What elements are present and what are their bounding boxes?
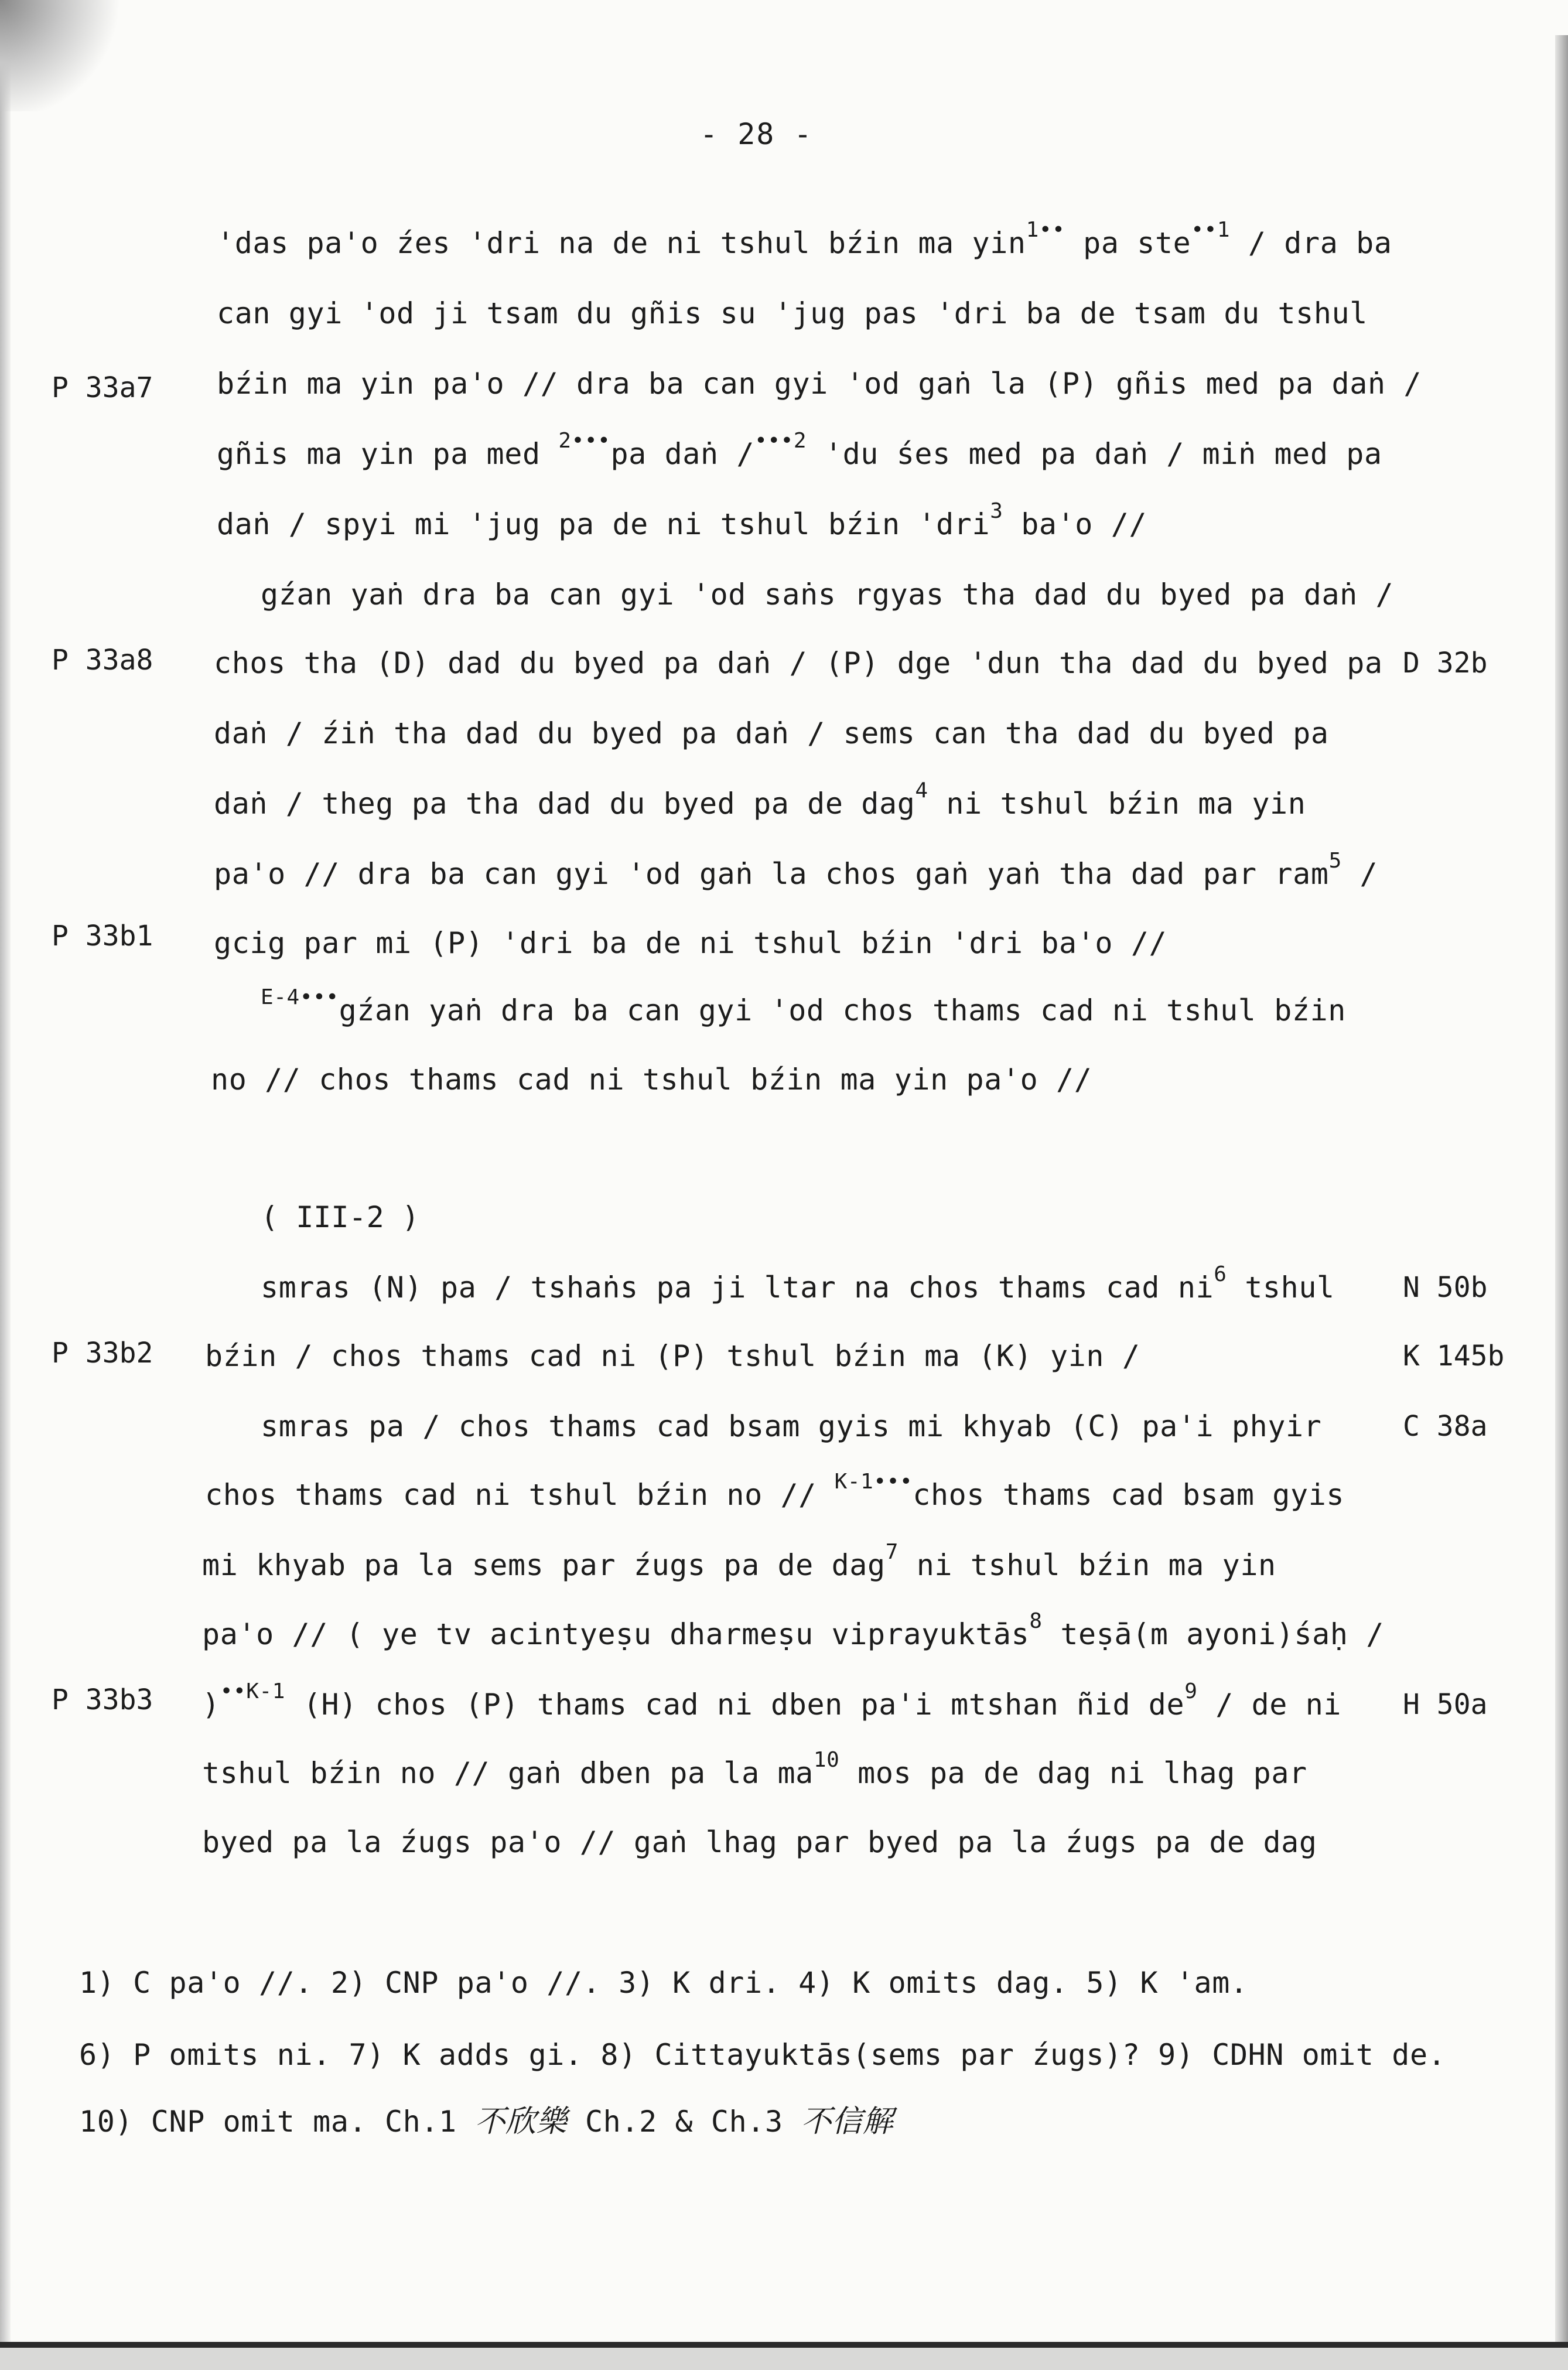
scan-shadow-right [1555,35,1568,2355]
text-line: smras pa / chos thams cad bsam gyis mi khyab (C) pa'i phyir [261,1409,1322,1443]
text-line: chos tha (D) dad du byed pa daṅ / (P) dge 'dun tha dad du byed pa [214,646,1383,680]
text-line: can gyi 'od ji tsam du gñis su 'jug pas 'dri ba de tsam du tshul [217,296,1368,330]
text-line: pa'o // ( ye tv acintyeṣu dharmeṣu viprayuktās$^8$ teṣā(m ayoni)śaḥ / [202,1609,1384,1651]
text-line: smras (N) pa / tshaṅs pa ji ltar na chos thams cad $ni^6$ tshul [261,1262,1335,1304]
folio-reference-right: H 50a [1403,1688,1488,1721]
scan-shadow-corner [0,0,123,111]
footnote-line: 1) C pa'o //. 2) CNP pa'o //. 3) K dri. 4) K omits dag. 5) K 'am. [79,1966,1248,2000]
text-line: daṅ / theg pa tha dad du byed pa de dag$^4$ ni tshul bźin ma yin [214,778,1306,821]
section-heading: ( III-2 ) [261,1200,419,1234]
folio-reference-right: N 50b [1403,1271,1488,1304]
text-line: chos thams cad ni tshul bźin no // $^{K-1•••}$chos thams cad bsam gyis [205,1470,1345,1512]
text-line: no // chos thams cad ni tshul bźin ma yin pa'o // [211,1063,1092,1097]
text-line: )$^{••K-1}$ (H) chos (P) thams cad ni dben pa'i mtshan ñid $de^9$ / de ni [202,1679,1342,1722]
folio-reference-left: P 33a8 [52,644,153,677]
bottom-rule [0,2342,1568,2348]
text-line: gñis ma yin pa med $^{2•••}$pa daṅ /$^{•••2}$ 'du śes med pa daṅ / miṅ med pa [217,429,1382,471]
folio-reference-right: D 32b [1403,647,1488,679]
footnote-line: 6) P omits ni. 7) K adds gi. 8) Cittayuktās(sems par źugs)? 9) CDHN omit de. [79,2038,1446,2072]
footnote-line: 10) CNP omit ma. Ch.1 不欣樂 Ch.2 & Ch.3 不信解 [79,2104,894,2139]
folio-reference-left: P 33b3 [52,1683,153,1716]
handwritten-chinese: 不欣樂 [474,2104,568,2139]
bottom-edge [0,2348,1568,2370]
text-line: gcig par mi (P) 'dri ba de ni tshul bźin 'dri ba'o // [214,926,1167,960]
scan-shadow-left [0,0,11,2370]
text-line: pa'o // dra ba can gyi 'od gaṅ la chos gaṅ yaṅ tha dad par ram$^5$ / [214,849,1378,891]
text-line: bźin / chos thams cad ni (P) tshul bźin ma (K) yin / [205,1339,1140,1373]
text-line: daṅ / spyi mi 'jug pa de ni tshul bźin 'dri$^3$ ba'o // [217,499,1147,541]
text-line: byed pa la źugs pa'o // gaṅ lhag par byed pa la źugs pa de dag [202,1825,1317,1859]
text-line: gźan yaṅ dra ba can gyi 'od saṅs rgyas tha dad du byed pa daṅ / [261,578,1394,612]
text-line: $^{E-4•••}$gźan yaṅ dra ba can gyi 'od chos thams cad ni tshul bźin [261,985,1346,1027]
folio-reference-left: P 33b1 [52,920,153,952]
folio-reference-right: C 38a [1403,1410,1488,1443]
text-line: 'das pa'o źes 'dri na de ni tshul bźin ma yin$^{1••}$ pa ste$^{••1}$ / dra ba [217,218,1392,260]
text-line: mi khyab pa la sems par źugs pa de dag$^7$ ni tshul bźin ma yin [202,1540,1276,1582]
folio-reference-left: P 33a7 [52,371,153,404]
folio-reference-right: K 145b [1403,1340,1505,1372]
folio-reference-left: P 33b2 [52,1337,153,1370]
text-line: bźin ma yin pa'o // dra ba can gyi 'od gaṅ la (P) gñis med pa daṅ / [217,367,1422,401]
text-line: daṅ / źiṅ tha dad du byed pa daṅ / sems can tha dad du byed pa [214,716,1329,750]
page-number: - 28 - [700,117,813,151]
text-line: tshul bźin no // gaṅ dben pa la $ma^{10}$ mos pa de dag ni lhag par [202,1748,1307,1790]
handwritten-chinese: 不信解 [801,2104,894,2139]
